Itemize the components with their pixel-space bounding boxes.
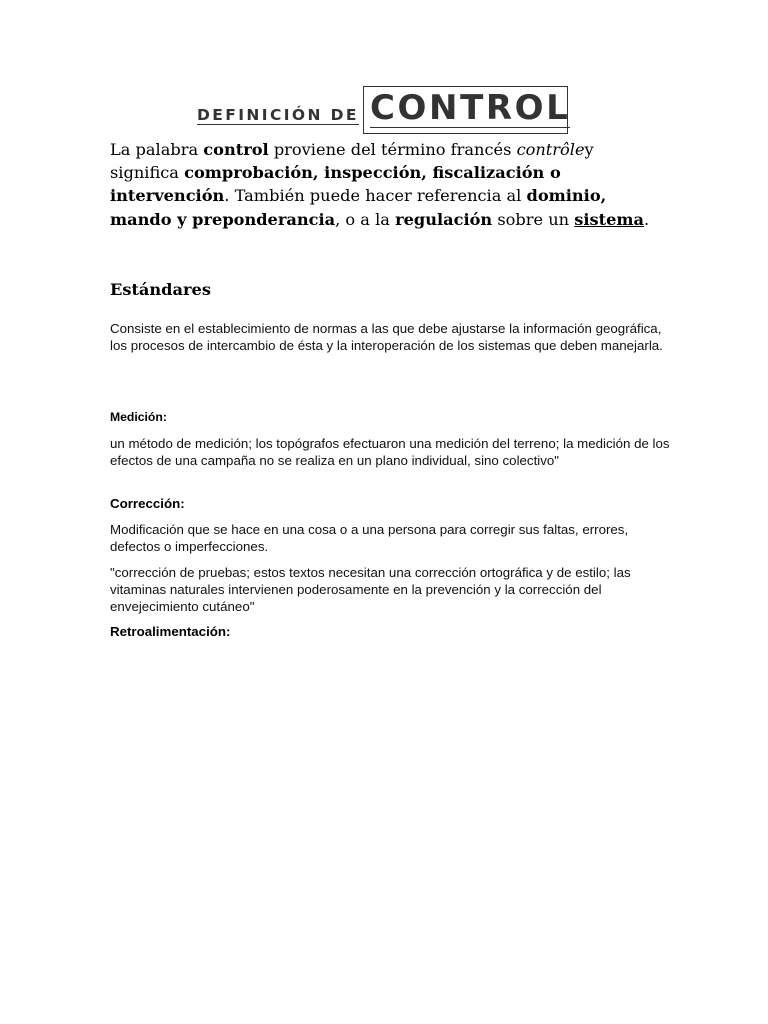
document-title [0,86,768,136]
intro-text-7: . [644,209,650,229]
heading-medicion: Medición: [110,410,167,424]
medicion-paragraph: un método de medición; los topógrafos efectuaron una medición del terreno; la medición de los efectos de una campaña no se realiza en un plano individual, sino colectivo" [110,436,670,468]
intro-link-sistema[interactable]: sistema [574,209,644,229]
intro-text-4: . También puede hacer referencia al [224,186,527,206]
intro-text-3: y significa [110,140,594,183]
intro-text-1: La palabra [110,140,204,159]
heading-correccion: Corrección: [110,496,185,511]
intro-bold-control: control [203,140,269,159]
intro-bold-dominio: dominio, mando y preponderancia [110,186,607,229]
intro-text-2: proviene del término francés [268,140,517,159]
intro-text-6: sobre un [492,209,575,229]
title-prefix: DEFINICIÓN DE [197,106,359,124]
correccion-paragraph-1: Modificación que se hace en una cosa o a una persona para corregir sus faltas, errores, defectos o imperfecciones. [110,522,629,554]
intro-italic-controle: contrôle [516,140,585,159]
title-main: CONTROL [370,88,571,128]
correccion-paragraph-2: "corrección de pruebas; estos textos necesitan una corrección ortográfica y de estilo; las vitaminas naturales intervienen poderosamente en la prevención y la corrección del envejecimiento cutáneo" [110,565,631,614]
intro-bold-regulacion: regulación [395,209,493,229]
estandares-paragraph: Consiste en el establecimiento de normas a las que debe ajustarse la información geográfica, los procesos de intercambio de ésta y la interoperación de los sistemas que deben manejarla. [110,321,663,353]
intro-text-5: , o a la [335,209,396,229]
heading-estandares: Estándares [110,280,211,299]
intro-bold-comprobacion: comprobación, inspección, fiscalización o intervención [110,163,561,206]
heading-retroalimentacion: Retroalimentación: [110,624,231,639]
intro-paragraph [110,138,650,231]
